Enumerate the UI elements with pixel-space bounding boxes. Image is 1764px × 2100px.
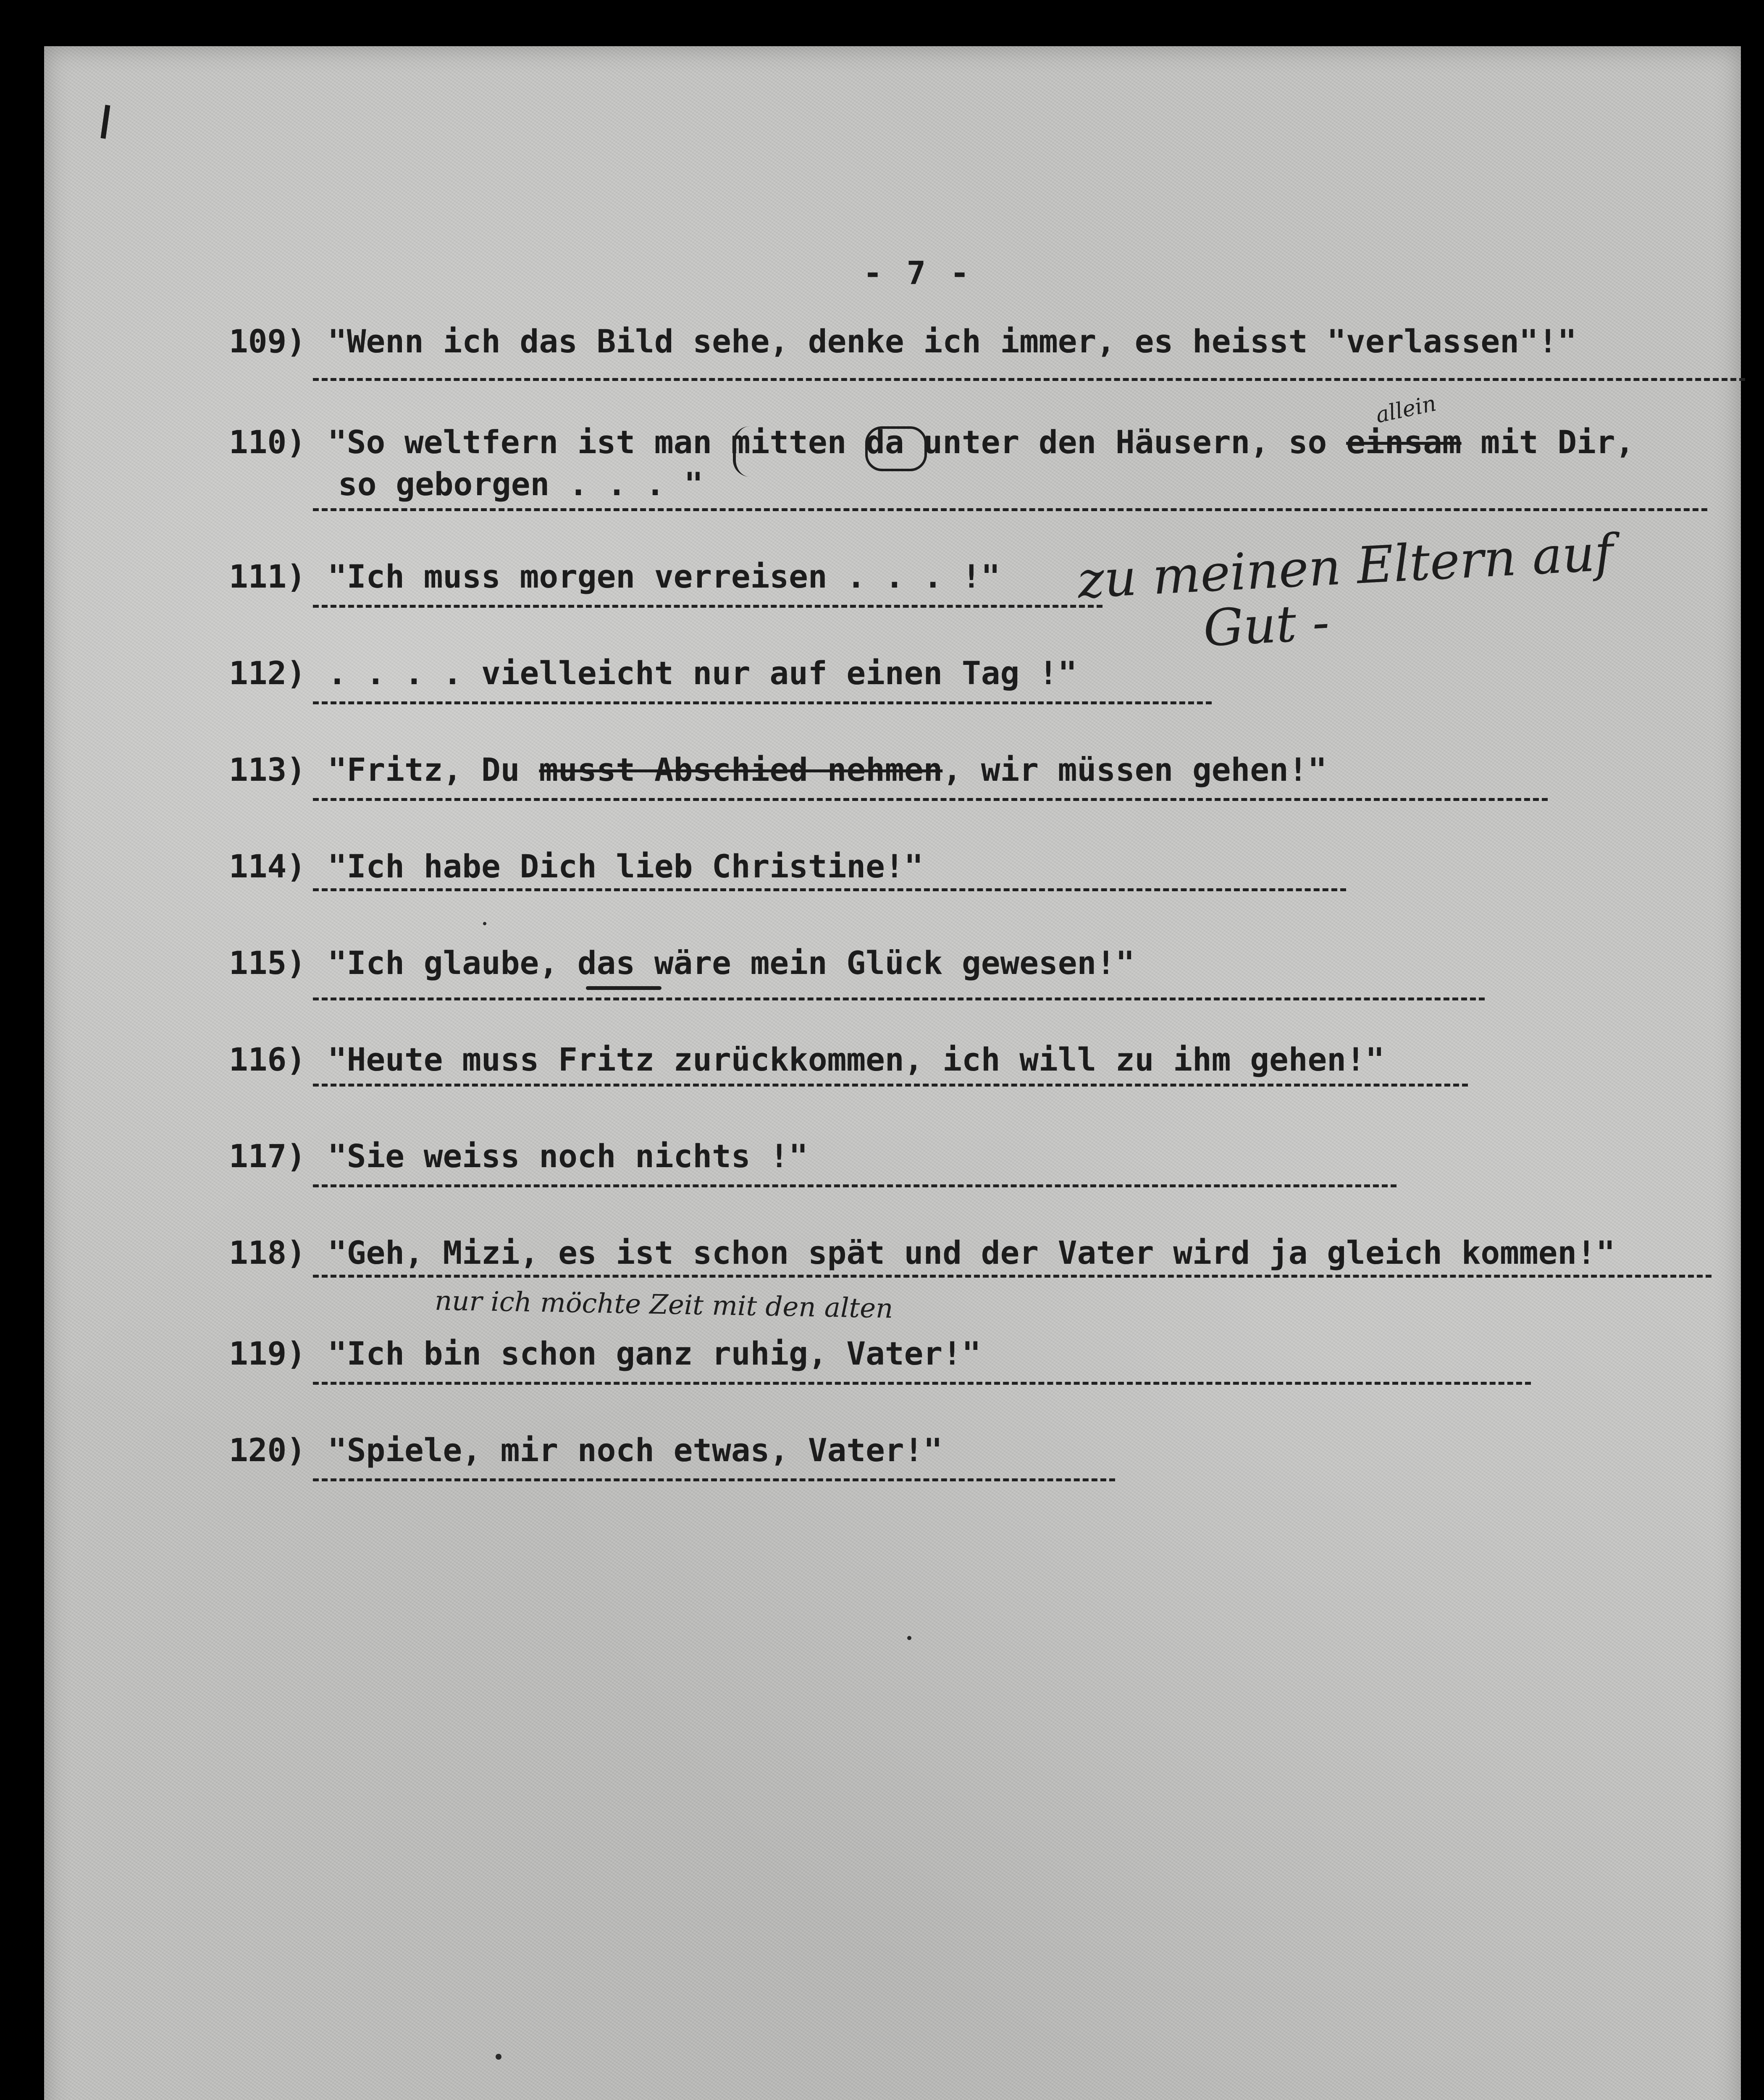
handwritten-insertion: allein [1373,391,1438,428]
entry-number: 119) [229,1338,328,1370]
entry-number: 115) [229,947,328,979]
entry-text: "Wenn ich das Bild sehe, denke ich immer, es heisst "verlassen"!" [328,323,1577,360]
entry-text: . . . . vielleicht nur auf einen Tag !" [328,654,1077,692]
entry-text-after: , wir müssen gehen!" [942,751,1327,788]
entry-number: 110) [229,426,328,458]
struck-text: musst Abschied nehmen [539,751,942,788]
entry-text-before: "Fritz, Du [328,751,539,788]
entry-text: "Heute muss Fritz zurückkommen, ich will zu ihm gehen!" [328,1041,1385,1078]
entry-number: 112) [229,657,328,689]
entry-text: "Geh, Mizi, es ist schon spät und der Vater wird ja gleich kommen!" [328,1234,1615,1271]
handwritten-note: Gut - [1202,593,1331,658]
entry-number: 111) [229,561,328,593]
entry-text: "Spiele, mir noch etwas, Vater!" [328,1431,942,1469]
entry-text: "Ich habe Dich lieb Christine!" [328,848,923,885]
entry-text: "Sie weiss noch nichts !" [328,1137,808,1175]
entry-text: "Ich glaube, das wäre mein Glück gewesen!" [328,944,1135,982]
entry-number: 120) [229,1434,328,1466]
entry-text-before: "So weltfern ist man mitten da unter den Häusern, so [328,423,1346,461]
entry-number: 114) [229,850,328,882]
entry-110-continuation: so geborgen . . . " [338,468,703,500]
entry-number: 117) [229,1140,328,1172]
entry-number: 116) [229,1044,328,1076]
entry-text-after: mit Dir, [1462,423,1635,461]
entry-text: "Ich bin schon ganz ruhig, Vater!" [328,1335,981,1372]
handwritten-note: zu meinen Eltern auf [1076,524,1614,610]
entry-text: "Ich muss morgen verreisen . . . !" [328,558,1000,595]
handwritten-note: nur ich möchte Zeit mit den alten [434,1285,893,1324]
entry-number: 109) [229,326,328,357]
entry-number: 113) [229,754,328,786]
struck-text: einsam [1346,423,1462,461]
page-number: - 7 - [863,254,972,291]
entry-number: 118) [229,1237,328,1269]
